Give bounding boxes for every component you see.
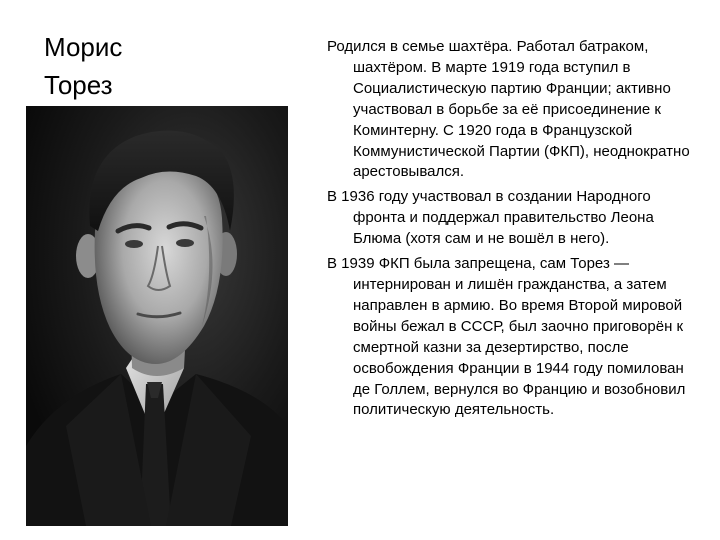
bio-paragraph-2: В 1936 году участвовал в создании Народного фронта и поддержал правительство Леона Блюма (хотя сам и не вошёл в него).	[327, 188, 654, 248]
portrait-image	[26, 106, 288, 526]
biography-text	[327, 37, 699, 425]
title-last-name: Торез	[44, 70, 113, 100]
bio-paragraph-3: В 1939 ФКП была запрещена, сам Торез — интернирован и лишён гражданства, а затем направлен в армию. Во время Второй мировой войны бежал в СССР, был заочно приговорён к смертной казни за дезертирство, после освобождения Франции в 1944 году помилован де Голлем, вернулся во Францию и возобновил политическую деятельность.	[327, 255, 686, 419]
portrait-photo	[26, 106, 288, 526]
title-first-name: Морис	[44, 32, 123, 62]
slide-title	[44, 28, 234, 104]
bio-paragraph-1: Родился в семье шахтёра. Работал батраком, шахтёром. В марте 1919 года вступил в Социалистическую партию Франции; активно участвовал в борьбе за её присоединение к Коминтерну. С 1920 года в Французской Коммунистической Партии (ФКП), неоднократно арестовывался.	[327, 38, 690, 181]
